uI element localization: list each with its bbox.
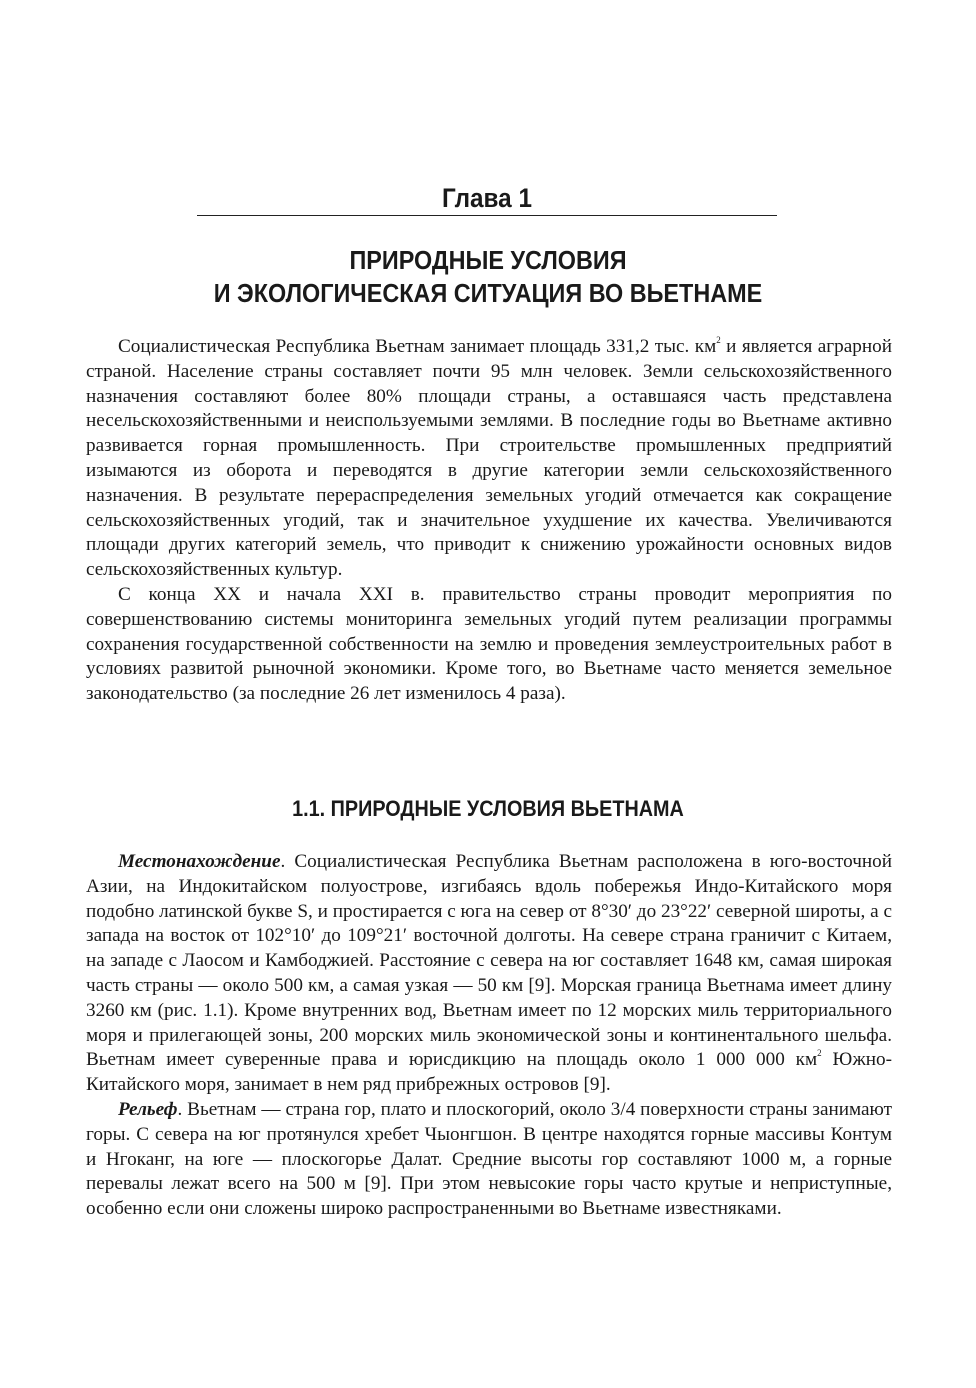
intro-paragraph-1: Социалистическая Республика Вьетнам занимает площадь 331,2 тыс. $км^2$ и является аграрной страной. Население страны составляет почти 95 млн человек. Земли сельскохозяйственного назначения составляют более 80% площади страны, а оставшаяся часть представлена несельскохозяйственными и неиспользуемыми землями. В последние годы во Вьетнаме активно развивается горная промышленность. При строительстве промышленных предприятий изымаются из оборота и переводятся в другие категории земли сельскохозяйственного назначения. В результате перераспределения земельных угодий отмечается как сокращение сельскохозяйственных угодий, так и значительное ухудшение их качества. Увеличиваются площади других категорий земель, что приводит к снижению урожайности основных видов сельскохозяйственных культур. (86, 335, 892, 581)
superscript: 2 (716, 335, 721, 345)
intro-paragraph-2: С конца XX и начала XXI в. правительство страны проводит мероприятия по совершенствованию системы мониторинга земельных угодий путем реализации программы сохранения государственной собственности на землю и проведения землеустроительных работ в условиях развитой рыночной экономики. Кроме того, во Вьетнаме часто меняется земельное законодательство (за последние 26 лет изменилось 4 раза). (86, 583, 892, 705)
chapter-title-line-1: ПРИРОДНЫЕ УСЛОВИЯ (349, 245, 627, 275)
section-text (86, 850, 892, 1222)
chapter-title (157, 244, 819, 310)
chapter-rule (197, 215, 777, 216)
section-heading: 1.1. ПРИРОДНЫЕ УСЛОВИЯ ВЬЕТНАМА (292, 796, 684, 821)
location-paragraph: Местонахождение. Социалистическая Республика Вьетнам расположена в юго-восточной Азии, на Индокитайском полуострове, изгибаясь вдоль побережья Индо-Китайского моря подобно латинской букве S, и простирается с юга на север от 8°30′ до 23°22′ северной широты, а с запада на восток от 102°10′ до 109°21′ восточной долготы. На севере страна граничит с Китаем, на западе с Лаосом и Камбоджией. Расстояние с севера на юг составляет 1648 км, самая широкая часть страны — около 500 км, а самая узкая — 50 км [9]. Морская граница Вьетнама имеет длину 3260 км (рис. 1.1). Кроме внутренних вод, Вьетнам имеет по 12 морских миль территориального моря и прилегающей зоны, 200 морских миль экономической зоны и континентального шельфа. Вьетнам имеет суверенные права и юрисдикцию на площадь около 1 000 000 $км^2$ Южно-Китайского моря, занимает в нем ряд прибрежных островов [9]. (86, 851, 892, 1096)
chapter-heading: Глава 1 (442, 183, 532, 213)
chapter-title-line-2: И ЭКОЛОГИЧЕСКАЯ СИТУАЦИЯ ВО ВЬЕТНАМЕ (213, 278, 763, 308)
intro-text (86, 335, 892, 707)
superscript: 2 (817, 1048, 822, 1059)
run-in-heading-location: Местонахождение (118, 851, 281, 872)
run-in-heading-relief: Рельеф (118, 1098, 178, 1120)
relief-paragraph: Рельеф. Вьетнам — страна гор, плато и плоскогорий, около 3/4 поверхности страны занимают горы. С севера на юг протянулся хребет Чыонгшон. В центре находятся горные массивы Контум и Нгоканг, на юге — плоскогорье Далат. Средние высоты гор составляют 1000 м, а горные перевалы лежат всего на 500 м [9]. При этом невысокие горы часто крутые и неприступные, особенно если они сложены широко распространенными во Вьетнаме известняками. (86, 1098, 892, 1220)
